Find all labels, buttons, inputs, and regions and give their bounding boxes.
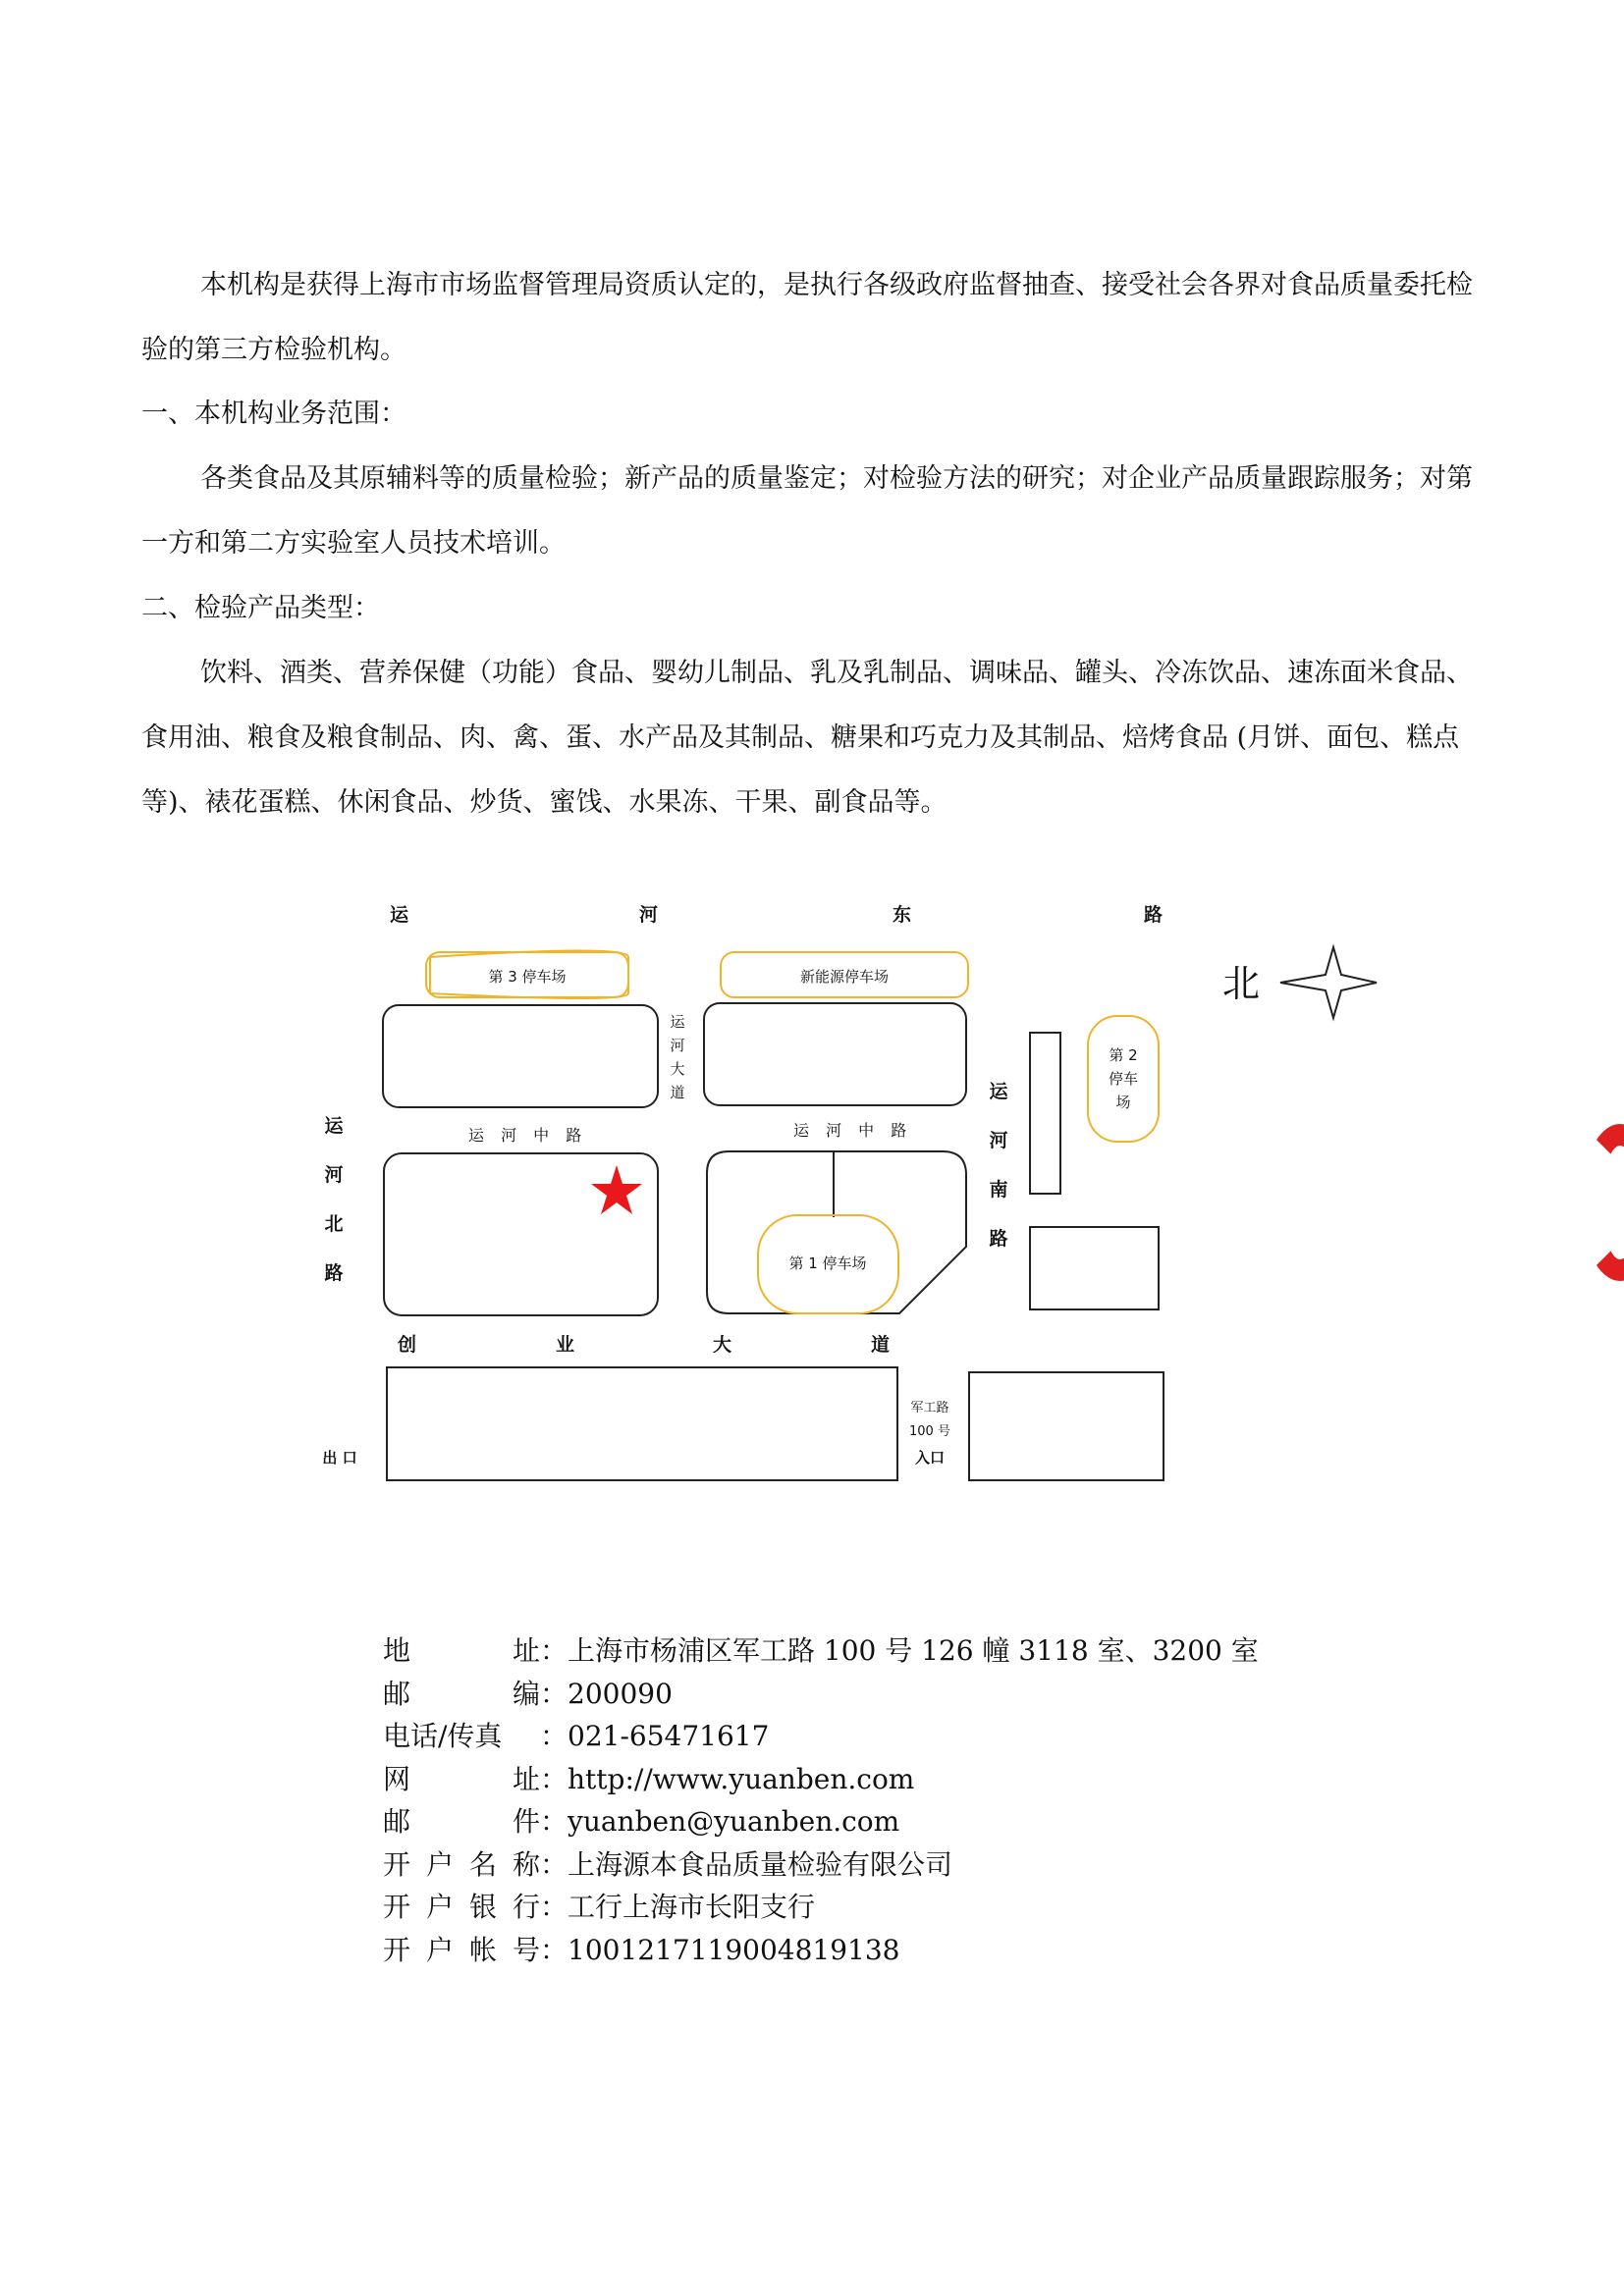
road-west-char: 运 bbox=[324, 1115, 344, 1137]
block-northeast bbox=[704, 1003, 966, 1105]
email-link[interactable]: yuanben@yuanben.com bbox=[568, 1805, 900, 1838]
info-label: 开 户 名 称 bbox=[383, 1847, 540, 1881]
info-value: 上海源本食品质量检验有限公司 bbox=[568, 1847, 953, 1881]
info-row-website: 网 址 ： http://www.yuanben.com bbox=[383, 1758, 1259, 1801]
info-label: 邮 件 bbox=[383, 1805, 540, 1838]
info-row-email: 邮 件 ： yuanben@yuanben.com bbox=[383, 1800, 1259, 1843]
info-row-address: 地 址 ： 上海市杨浦区军工路 100 号 126 幢 3118 室、3200 室 bbox=[383, 1629, 1259, 1673]
parking-2-label-line: 场 bbox=[1115, 1094, 1131, 1111]
road-middle-right-label: 运 河 中 路 bbox=[793, 1121, 913, 1140]
info-label: 地 址 bbox=[383, 1634, 540, 1667]
road-dadao-char: 运 bbox=[670, 1013, 685, 1031]
road-south-char: 路 bbox=[989, 1228, 1008, 1250]
road-dadao-char: 大 bbox=[670, 1060, 685, 1078]
road-west-label bbox=[324, 1115, 344, 1284]
road-south-label bbox=[989, 1081, 1008, 1250]
info-label: 开 户 帐 号 bbox=[383, 1933, 540, 1966]
road-dadao-label bbox=[670, 1013, 685, 1101]
road-east-char: 运 bbox=[390, 904, 409, 926]
road-chuangye-char: 业 bbox=[556, 1334, 575, 1356]
info-label: 网 址 bbox=[383, 1762, 540, 1795]
info-value: 上海市杨浦区军工路 100 号 126 幢 3118 室、3200 室 bbox=[568, 1634, 1259, 1667]
road-south-char: 运 bbox=[989, 1081, 1008, 1102]
location-star bbox=[591, 1165, 642, 1214]
entrance-label-line: 入口 bbox=[914, 1449, 946, 1467]
parking-2-label-line: 第 2 bbox=[1109, 1046, 1138, 1064]
road-east-char: 路 bbox=[1144, 904, 1164, 926]
parking-new-energy-label: 新能源停车场 bbox=[799, 968, 890, 986]
road-west-char: 河 bbox=[324, 1164, 344, 1186]
north-label: 北 bbox=[1222, 962, 1261, 1005]
entrance-label-line: 军工路 bbox=[910, 1401, 949, 1415]
section2-title-text: 二、检验产品类型： bbox=[141, 593, 380, 623]
info-row-phone: 电话/传真 ： 021-65471617 bbox=[383, 1715, 1259, 1758]
info-row-bank: 开 户 银 行 ： 工行上海市长阳支行 bbox=[383, 1886, 1259, 1929]
parking-2-label-line: 停车 bbox=[1108, 1070, 1139, 1088]
road-chuangye-label bbox=[397, 1333, 890, 1356]
section2-text: 饮料、酒类、营养保健（功能）食品、婴幼儿制品、乳及乳制品、调味品、罐头、冷冻饮品、速冻面米食品、食用油、粮食及粮食制品、肉、禽、蛋、水产品及其制品、糖果和巧克力及其制品、焙烤食品 (月饼、面包、糕点等)、裱花蛋糕、休闲食品、炒货、蜜饯、水果冻、干果、副食品等。 bbox=[141, 658, 1473, 818]
info-label: 电话/传真 bbox=[383, 1720, 503, 1752]
info-row-account-name: 开 户 名 称 ： 上海源本食品质量检验有限公司 bbox=[383, 1843, 1259, 1887]
info-label: 开 户 银 行 bbox=[383, 1891, 540, 1923]
section1-text: 各类食品及其原辅料等的质量检验；新产品的质量鉴定；对检验方法的研究；对企业产品质量跟踪服务；对第一方和第二方实验室人员技术培训。 bbox=[141, 463, 1473, 559]
info-row-account-number: 开 户 帐 号 ： 1001217119004819138 bbox=[383, 1929, 1259, 1972]
contact-info bbox=[383, 1629, 1259, 1971]
info-label: 邮 编 bbox=[383, 1677, 540, 1710]
building-east bbox=[1030, 1227, 1159, 1309]
website-link[interactable]: http://www.yuanben.com bbox=[568, 1762, 915, 1795]
road-east-char: 河 bbox=[639, 904, 659, 926]
section1-title-text: 一、本机构业务范围： bbox=[141, 399, 406, 429]
road-west-char: 路 bbox=[324, 1262, 344, 1284]
info-value: 021-65471617 bbox=[568, 1720, 770, 1752]
road-east-label bbox=[390, 903, 1163, 926]
road-chuangye-char: 大 bbox=[713, 1334, 732, 1356]
road-middle-left-label: 运 河 中 路 bbox=[468, 1126, 588, 1145]
info-value: 1001217119004819138 bbox=[568, 1933, 900, 1966]
road-chuangye-char: 创 bbox=[398, 1334, 417, 1356]
info-value: 200090 bbox=[568, 1677, 673, 1710]
road-west-char: 北 bbox=[324, 1213, 344, 1235]
road-east-char: 东 bbox=[893, 904, 912, 926]
block-northwest bbox=[383, 1005, 658, 1107]
exit-label: 出 口 bbox=[322, 1449, 357, 1467]
info-row-postcode: 邮 编 ： 200090 bbox=[383, 1673, 1259, 1716]
block-bottom-left bbox=[387, 1367, 897, 1480]
road-chuangye-char: 道 bbox=[871, 1334, 891, 1356]
intro-text: 本机构是获得上海市市场监督管理局资质认定的，是执行各级政府监督抽查、接受社会各界对食品质量委托检验的第三方检验机构。 bbox=[141, 270, 1473, 365]
road-dadao-char: 道 bbox=[670, 1084, 685, 1101]
parking-3-label: 第 3 停车场 bbox=[488, 968, 567, 986]
compass-icon bbox=[1280, 947, 1377, 1018]
parking-1-label: 第 1 停车场 bbox=[788, 1255, 867, 1272]
building-narrow bbox=[1030, 1033, 1060, 1194]
road-south-char: 南 bbox=[989, 1179, 1008, 1201]
info-value: 工行上海市长阳支行 bbox=[568, 1891, 816, 1923]
entrance-label-line: 100 号 bbox=[909, 1424, 950, 1439]
road-south-char: 河 bbox=[989, 1130, 1008, 1151]
block-bottom-right bbox=[969, 1372, 1164, 1480]
block-southeast bbox=[707, 1151, 966, 1313]
road-dadao-char: 河 bbox=[670, 1037, 685, 1054]
